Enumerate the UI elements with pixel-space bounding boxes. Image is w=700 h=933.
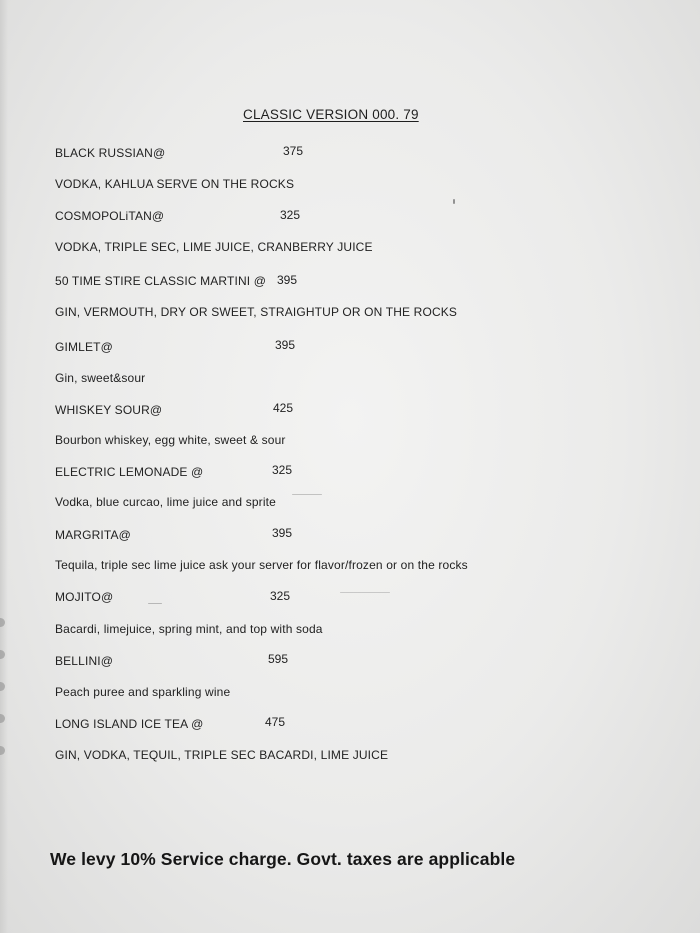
item-name: COSMOPOLiTAN@ [55,209,165,223]
item-name: BELLINI@ [55,654,114,668]
item-price: 395 [272,526,293,540]
paper-speck [453,199,455,204]
item-description: GIN, VODKA, TEQUIL, TRIPLE SEC BACARDI, LIME JUICE [55,748,389,762]
item-description: Bourbon whiskey, egg white, sweet & sour [55,433,286,447]
menu-title: CLASSIC VERSION 000. 79 [243,107,419,122]
item-name: GIMLET@ [55,340,113,354]
item-name: LONG ISLAND ICE TEA @ [55,717,204,731]
binding-edge [0,0,8,933]
item-description: Bacardi, limejuice, spring mint, and top with soda [55,622,323,636]
item-description: GIN, VERMOUTH, DRY OR SWEET, STRAIGHTUP OR ON THE ROCKS [55,305,458,319]
item-price: 375 [283,144,304,158]
service-charge-note: We levy 10% Service charge. Govt. taxes are applicable [50,849,516,869]
item-price: 325 [272,463,293,477]
paper-speck [148,603,162,604]
item-description: VODKA, KAHLUA SERVE ON THE ROCKS [55,177,295,191]
paper-speck [340,592,390,593]
item-description: Peach puree and sparkling wine [55,685,231,699]
item-price: 325 [270,589,291,603]
item-description: Vodka, blue curcao, lime juice and sprite [55,495,276,509]
item-description: VODKA, TRIPLE SEC, LIME JUICE, CRANBERRY JUICE [55,240,373,254]
item-price: 325 [280,208,301,222]
item-name: MOJITO@ [55,590,114,604]
item-name: BLACK RUSSIAN@ [55,146,166,160]
item-price: 475 [265,715,286,729]
item-price: 425 [273,401,294,415]
item-price: 395 [277,273,298,287]
item-description: Tequila, triple sec lime juice ask your server for flavor/frozen or on the rocks [55,558,468,572]
item-price: 595 [268,652,289,666]
item-name: MARGRITA@ [55,528,131,542]
paper-speck [292,494,322,495]
item-price: 395 [275,338,296,352]
item-name: ELECTRIC LEMONADE @ [55,465,204,479]
item-name: WHISKEY SOUR@ [55,403,163,417]
item-name: 50 TIME STIRE CLASSIC MARTINI @ [55,274,267,288]
item-description: Gin, sweet&sour [55,371,146,385]
